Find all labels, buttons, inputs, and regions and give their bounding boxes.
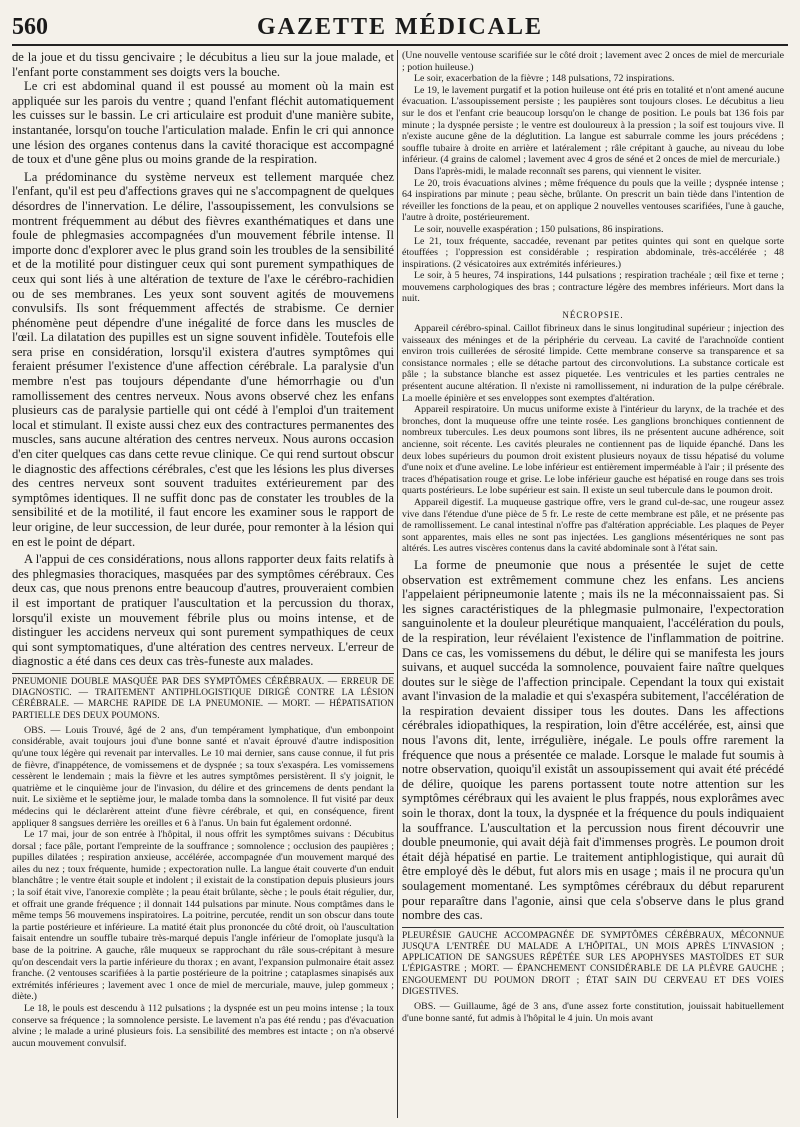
paragraph: La prédominance du système nerveux est tellement marquée chez l'enfant, qu'il est peu d'affections graves qui ne s'accompagnent de quelques désordres de l'innervation. Le délire, l'assoupissement, les convulsions se montrent fréquemment au début des fièvres exanthématiques et dans une foule de phlegmasies accompagnées d'un mouvement fébrile intense. Il importe donc d'explorer avec le plus grand soin les troubles de la sensibilité et de la motilité pour distinguer ceux qui sont purement sympathiques de ceux qui sont liés à une altération de texture de l'axe le cérébro-rachidien ou de ses membranes. Les yeux sont souvent agités de mouvemens convulsifs. Ils sont fréquemment affectés de strabisme. Ce dernier phénomène peut dépendre d'une inégalité de force dans les muscles de l'œil. La dilatation des pupilles est un signe souvent infidèle. Toutefois elle sera prise en considération, lorsqu'il existera d'autres symptômes qui feraient présumer l'existence d'une affection cérébrale. La paralysie d'un membre n'est pas toujours dépendante d'une hémorrhagie ou d'un ramollissement des centres nerveux. Nous avons observé chez les enfans plusieurs cas de paralysie partielle qui ont cédé à l'emploi d'un traitement local et stimulant. Il existe aussi chez eux des contractures permanentes des muscles, sans aucune altération des centres nerveux. Nous aurons occasion d'en citer quelques cas dans cette revue clinique. Ce qui rend surtout obscur le diagnostic des affections cérébrales, c'est que les lésions les plus diverses des centres nerveux sont souvent traduites extérieurement par des symptômes identiques. Il ne suffit donc pas de constater les troubles de la sensibilité et de la motilité, il faut encore les examiner sous le rapport de leur origine, de leur succession, de leur durée, pour remonter à la lésion qui en est le point de départ. (12, 169, 394, 549)
journal-title: GAZETTE MÉDICALE (256, 14, 544, 40)
necropsy-paragraph: Appareil digestif. La muqueuse gastrique offre, vers le grand cul-de-sac, une rougeur assez vive dans l'étendue d'une pièce de 5 fr. Le reste de cette membrane est pâle, et ne présente pas de ramollissement. Le canal intestinal n'offre pas d'altération appréciable. Les plaques de Peyer sont apparentes, mais elles ne sont pas injectées. Les ganglions mésentériques ne sont pas altérés. Les autres viscères contenus dans la cavité abdominale sont à l'état sain. (402, 496, 784, 555)
necropsy-heading: NÉCROPSIE. (562, 310, 624, 321)
necropsy-paragraph: Appareil respiratoire. Un mucus uniforme existe à l'intérieur du larynx, de la trachée et des bronches, dont la muqueuse offre une teinte rosée. Les ganglions bronchiques contiennent de nombreux tubercules. Les deux poumons sont libres, ils ne présentent aucune adhérence, soit ancienne, soit récente. Les cavités pleurales ne contiennent pas de liquide épanché. Dans les deux lobes supérieurs du poumon droit existent plusieurs noyaux de tissu hépatisé du volume d'une noix et d'une aveline. Le lobe inférieur est entièrement imperméable à l'air ; il présente des traces d'hépatisation rouge et grise. Le lobe inférieur gauche est hépatisé en rouge dans ses trois quarts postérieurs. Le lobe supérieur est sain. Il existe un seul tubercule dans le poumon droit. (402, 404, 784, 497)
observation-paragraph: OBS. — Guillaume, âgé de 3 ans, d'une assez forte constitution, jouissait habituellement d'une bonne santé, fut admis à l'hôpital le 4 juin. Un mois avant (402, 1001, 784, 1024)
paragraph: Le cri est abdominal quand il est poussé au moment où la main est appliquée sur les parois du ventre ; quand l'enfant fléchit automatiquement les cuisses sur le bassin. Le cri articulaire est produit d'une manière subite, instantanée, lorsqu'on touche l'articulation malade. Enfin le cri qui annonce une lésion des organes contenus dans la cavité thoracique est accompagné de toux et d'une gêne plus ou moins grande de la respiration. (12, 79, 394, 167)
observation-paragraph: (Une nouvelle ventouse scarifiée sur le côté droit ; lavement avec 2 onces de miel de mercuriale ; potion huileuse.) (402, 50, 784, 73)
observation-paragraph: Dans l'après-midi, le malade reconnaît ses parens, qui viennent le visiter. (414, 165, 702, 177)
observation-paragraph: Le 17 mai, jour de son entrée à l'hôpital, il nous offrit les symptômes suivans : Décubitus dorsal ; face pâle, portant l'empreinte de la souffrance ; somnolence ; occlusion des paupières ; pupilles dilatées ; respiration anxieuse, accélérée, accompagnée d'un mouvement marqué des ailes du nez ; toux fréquente, humide ; expectoration nulle. La langue était couverte d'un enduit blanchâtre ; le ventre était souple et indolent ; il existait de la constipation depuis plusieurs jours ; la soif était vive, l'anorexie complète ; la peau était brûlante, sèche ; le pouls était régulier, dur, et offrait une grande fréquence ; il donnait 144 pulsations par minute. Nous comptâmes dans le même temps 56 mouvemens inspiratoires. La poitrine, percutée, rendit un son obscur dans toute la partie postérieure et inférieure. La matité était plus prononcée du côté droit, où l'auscultation faisait entendre un souffle tubaire très-marqué depuis l'angle inférieur de l'omoplate jusqu'à la base de la poitrine. A gauche, râle muqueux se rapprochant du râle sous-crépitant à mesure qu'on descendait vers la partie inférieure du thorax ; en avant, l'expansion pulmonaire était assez franche. (2 ventouses scarifiées à la partie postérieure de la poitrine ; cataplasmes sinapisés aux extrémités inférieures ; lavement avec 1 once de miel de mercuriale, mauve, julep gommeux ; diète.) (12, 829, 394, 1003)
observation-paragraph: Le 19, le lavement purgatif et la potion huileuse ont été pris en totalité et n'ont amené aucune évacuation. L'assoupissement persiste ; les paupières sont toujours closes. Le décubitus a lieu sur le dos et l'enfant crie beaucoup lorsqu'on le change de position. Le pouls bat 136 fois par minute ; la dyspnée persiste ; le ventre est douloureux à la pression ; la soif est toujours vive. Il n'existe aucune gêne de la déglutition. La langue est saburrale comme les jours précédens ; souffle tubaire à droite en arrière et latéralement ; râle crépitant à gauche, au niveau du lobe inférieur. (4 grains de calomel ; lavement avec 4 gros de séné et 2 onces de miel de mercuriale.) (402, 84, 784, 166)
observation-paragraph: Le soir, à 5 heures, 74 inspirations, 144 pulsations ; respiration trachéale ; œil fixe et terne ; mouvemens carphologiques des bras ; contracture légère des membres inférieurs. Mort dans la nuit. (402, 270, 784, 305)
observation-paragraph: Le soir, nouvelle exaspération ; 150 pulsations, 86 inspirations. (414, 223, 664, 235)
observation-paragraph: Le 20, trois évacuations alvines ; même fréquence du pouls que la veille ; dyspnée intense ; 64 inspirations par minute ; peau sèche, brûlante. On prescrit un bain tiède dans l'intention de réveiller les fonctions de la peau, et on applique 2 nouvelles ventouses scarifiées, l'une à gauche, l'autre à droite, postérieurement. (402, 177, 784, 224)
observation-paragraph: Le 18, le pouls est descendu à 112 pulsations ; la dyspnée est un peu moins intense ; la toux conserve sa fréquence ; la somnolence persiste. Le lavement n'a pas été rendu ; pas d'évacuation alvine ; le malade a uriné plusieurs fois. La sensibilité des membres est intacte ; on n'a observé aucun mouvement convulsif. (12, 1003, 394, 1049)
column-divider (397, 50, 398, 1118)
page-header (12, 14, 788, 46)
case-title: PLEURÉSIE GAUCHE ACCOMPAGNÉE DE SYMPTÔMES CÉRÉBRAUX, MÉCONNUE JUSQU'A L'ENTRÉE DU MALADE A L'HÔPITAL, UN MOIS APRÈS L'INVASION ; APPLICATION DE SANGSUES RÉPÉTÉE SUR LES APOPHYSES MASTOÏDES ET SUR L'ÉPIGASTRE ; MORT. — ÉPANCHEMENT CONSIDÉRABLE DE LA PLÈVRE GAUCHE ; ENGOUEMENT DU POUMON DROIT ; ÉTAT SAIN DU CERVEAU ET DES VOIES DIGESTIVES. (402, 927, 784, 998)
observation-paragraph: Le soir, exacerbation de la fièvre ; 148 pulsations, 72 inspirations. (414, 73, 675, 85)
observation-paragraph: Le 21, toux fréquente, saccadée, revenant par petites quintes qui sont en quelque sorte étouffées ; l'oppression est considérable ; respiration abdominale, très-accélérée ; 48 inspirations. (2 vésicatoires aux extrémités inférieures.) (402, 235, 784, 270)
necropsy-paragraph: Appareil cérébro-spinal. Caillot fibrineux dans le sinus longitudinal supérieur ; injection des vaisseaux des méninges et de la périphérie du cerveau. La cavité de l'arachnoïde contient environ trois cuillerées de sérosité limpide. Cette membrane conserve sa transparence et sa consistance normales ; elle se détache partout des circonvolutions. La substance corticale est pâle ; la substance blanche est assez piquetée. Les ventricules et les parties centrales ne présentent aucune altération. Il n'existe ni ramollissement, ni induration de la pulpe cérébrale. La moelle épinière et ses enveloppes sont exemptes d'altération. (402, 323, 784, 404)
paragraph: A l'appui de ces considérations, nous allons rapporter deux faits relatifs à des phlegmasies thoraciques, masquées par des symptômes cérébraux. Ces deux cas, que nous prenons entre beaucoup d'autres, prouveraient combien il est important de pratiquer l'auscultation et la percussion du thorax, lorsqu'il existe un mouvement fébrile plus ou moins intense, et de distinguer les accidens nerveux qui sont purement sympathiques de ceux qui sont symptomatiques, d'une altération des centres nerveux. L'erreur de diagnostic a été dans ces deux cas très-funeste aux malades. (12, 552, 394, 669)
right-column (402, 50, 784, 1120)
commentary-paragraph: La forme de pneumonie que nous a présentée le sujet de cette observation est extrêmement commune chez les enfans. Les anciens l'appelaient péripneumonie latente ; mais ils ne la méconnaissaient pas. Si les signes caractéristiques de la phlegmasie pulmonaire, l'expectoration sanguinolente et la douleur pleurétique manquaient, l'accélération du pouls, de la respiration, leur révélaient l'existence de l'inflammation de poitrine. Dans ce cas, les vomissemens du début, le délire qui se manifesta les jours suivans, et auquel succéda la somnolence, pouvaient faire naître quelques doutes sur le siège de l'affection principale. Cependant la toux qui existait avant l'invasion de la maladie et qui s'exaspéra subitement, l'accélération de la respiration devaient dissiper tous les doutes. Dans les affections cérébrales idiopathiques, la respiration, loin d'être accélérée, est, ainsi que nous l'avons dit, lente, irrégulière, inégale. Le pouls offre rarement la fréquence que nous a présentée ce malade. Lorsque le malade fut soumis à notre observation, quoiqu'il existât un assoupissement qui avait été précédé de délire, quoique les parens portassent toute notre attention sur les symptômes cérébraux qui les avaient le plus frappés, nous explorâmes avec soin le thorax, dont la toux, la dyspnée et la fréquence du pouls indiquaient la souffrance. L'auscultation et la percussion nous firent découvrir une double pneumonie, qui avait déjà fait d'immenses progrès. Le poumon droit était déjà hépatisé en partie. Le traitement antiphlogistique, qui aurait dû être employé dès le début, fut alors mis en usage ; mais il ne procura qu'un soulagement momentané. Les symptômes cérébraux du début reparurent pour reparaître dans l'agonie, ainsi que cela s'observe dans le plus grand nombre des cas. (402, 557, 784, 923)
paragraph: de la joue et du tissu gencivaire ; le décubitus a lieu sur la joue malade, et l'enfant porte constamment ses doigts vers la bouche. (12, 50, 394, 79)
page-number: 560 (12, 14, 48, 40)
observation-paragraph: OBS. — Louis Trouvé, âgé de 2 ans, d'un tempérament lymphatique, d'un embonpoint considérable, avait toujours joui d'une bonne santé et n'avait éprouvé d'autre indisposition qu'une toux légère qui revenait par intervalles. Le 10 mai dernier, sans cause connue, il fut pris de fièvre, d'inappétence, de vomissemens et de dyspnée ; sa toux s'exaspéra. Les vomissemens cessèrent le lendemain ; mais la fièvre et les autres symptômes persistèrent. Il s'y joignit, le quatrième et le cinquième jour de l'invasion, du délire et des grincemens de dents pendant la nuit. Le sixième et le septième jour, le malade tomba dans la somnolence. Il fut visité par deux médecins qui le déclarèrent atteint d'une fièvre cérébrale, et qui, en conséquence, firent appliquer 8 sangsues derrière les oreilles et 6 à l'anus. Un bain fut également ordonné. (12, 724, 394, 829)
case-title: PNEUMONIE DOUBLE MASQUÉE PAR DES SYMPTÔMES CÉRÉBRAUX. — ERREUR DE DIAGNOSTIC. — TRAITEMENT ANTIPHLOGISTIQUE DIRIGÉ CONTRE LA LÉSION CÉRÉBRALE. — MARCHE RAPIDE DE LA PNEUMONIE. — MORT. — HÉPATISATION PARTIELLE DES DEUX POUMONS. (12, 673, 394, 722)
left-column (12, 50, 394, 1120)
